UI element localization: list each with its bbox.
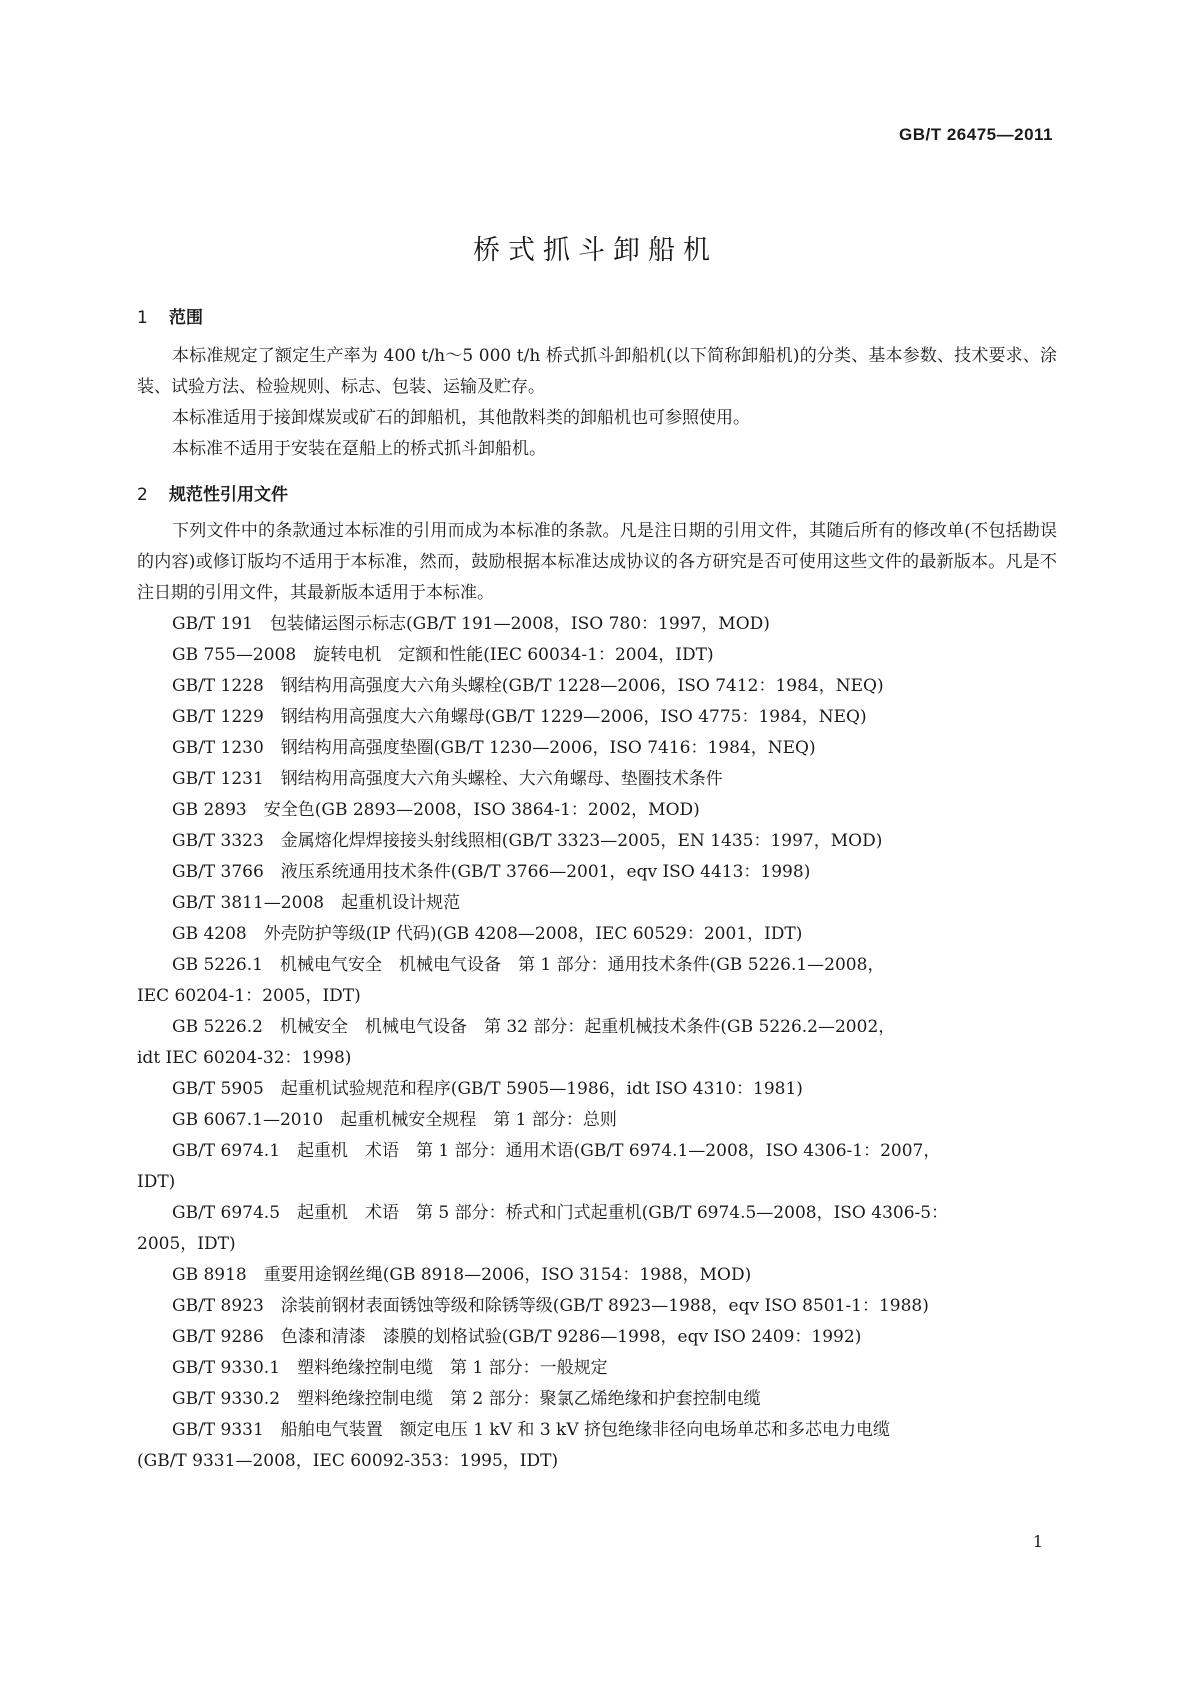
section-title: 规范性引用文件 <box>169 485 288 505</box>
reference-text: GB 5226.1 机械电气安全 机械电气设备 第 1 部分：通用技术条件(GB 5226.1—2008， <box>172 955 885 975</box>
reference-item <box>137 888 1057 919</box>
reference-text: GB 5226.2 机械安全 机械电气设备 第 32 部分：起重机械技术条件(GB 5226.2—2002， <box>172 1017 896 1037</box>
reference-text: GB/T 1231 钢结构用高强度大六角头螺栓、大六角螺母、垫圈技术条件 <box>172 769 723 789</box>
reference-item <box>137 1136 1057 1198</box>
reference-item <box>137 640 1057 671</box>
reference-continuation: IEC 60204-1：2005，IDT) <box>137 986 361 1006</box>
reference-continuation: (GB/T 9331—2008，IEC 60092-353：1995，IDT) <box>137 1451 559 1471</box>
reference-text: GB 4208 外壳防护等级(IP 代码)(GB 4208—2008，IEC 60529：2001，IDT) <box>172 924 803 944</box>
paragraph: 本标准不适用于安装在趸船上的桥式抓斗卸船机。 <box>172 439 546 459</box>
reference-item <box>137 1291 1057 1322</box>
reference-text: GB 755—2008 旋转电机 定额和性能(IEC 60034-1：2004，IDT) <box>172 645 714 665</box>
reference-text: GB/T 3766 液压系统通用技术条件(GB/T 3766—2001，eqv ISO 4413：1998) <box>172 862 811 882</box>
reference-text: GB 6067.1—2010 起重机械安全规程 第 1 部分：总则 <box>172 1110 617 1130</box>
reference-item <box>137 950 1057 1012</box>
reference-text: GB/T 3323 金属熔化焊焊接接头射线照相(GB/T 3323—2005，EN 1435：1997，MOD) <box>172 831 883 851</box>
paragraph: 本标准规定了额定生产率为 400 t/h～5 000 t/h 桥式抓斗卸船机(以下简称卸船机)的分类、基本参数、技术要求、涂装、试验方法、检验规则、标志、包装、运输及贮存。 <box>137 346 1057 397</box>
reference-item <box>137 1322 1057 1353</box>
section-number: 1 <box>137 308 148 328</box>
reference-item <box>137 1384 1057 1415</box>
reference-item <box>137 1198 1057 1260</box>
section-title: 范围 <box>169 308 203 328</box>
reference-text: GB/T 9330.2 塑料绝缘控制电缆 第 2 部分：聚氯乙烯绝缘和护套控制电缆 <box>172 1389 761 1409</box>
reference-text: GB/T 9330.1 塑料绝缘控制电缆 第 1 部分：一般规定 <box>172 1358 608 1378</box>
reference-text: GB/T 5905 起重机试验规范和程序(GB/T 5905—1986，idt ISO 4310：1981) <box>172 1079 803 1099</box>
reference-text: GB/T 8923 涂装前钢材表面锈蚀等级和除锈等级(GB/T 8923—1988，eqv ISO 8501-1：1988) <box>172 1296 929 1316</box>
reference-item <box>137 1260 1057 1291</box>
intro-paragraph: 下列文件中的条款通过本标准的引用而成为本标准的条款。凡是注日期的引用文件，其随后所有的修改单(不包括勘误的内容)或修订版均不适用于本标准，然而，鼓励根据本标准达成协议的各方研究是否可使用这些文件的最新版本。凡是不注日期的引用文件，其最新版本适用于本标准。 <box>137 521 1057 603</box>
reference-item <box>137 857 1057 888</box>
section-1-heading <box>137 303 203 328</box>
reference-continuation: 2005，IDT) <box>137 1234 236 1254</box>
reference-text: GB/T 191 包装储运图示标志(GB/T 191—2008，ISO 780：1997，MOD) <box>172 614 770 634</box>
reference-item <box>137 1074 1057 1105</box>
document-title: 桥式抓斗卸船机 <box>473 235 718 266</box>
reference-text: GB/T 6974.1 起重机 术语 第 1 部分：通用术语(GB/T 6974.1—2008，ISO 4306-1：2007， <box>172 1141 941 1161</box>
section-number: 2 <box>137 485 148 505</box>
reference-item <box>137 671 1057 702</box>
reference-item <box>137 1353 1057 1384</box>
reference-item <box>137 609 1057 640</box>
standard-code: GB/T 26475—2011 <box>899 125 1053 144</box>
reference-item <box>137 1415 1057 1477</box>
section-1-body <box>137 341 1057 465</box>
reference-item <box>137 764 1057 795</box>
reference-item <box>137 826 1057 857</box>
reference-item <box>137 1012 1057 1074</box>
reference-text: GB 8918 重要用途钢丝绳(GB 8918—2006，ISO 3154：1988，MOD) <box>172 1265 752 1285</box>
reference-text: GB/T 9331 船舶电气装置 额定电压 1 kV 和 3 kV 挤包绝缘非径向电场单芯和多芯电力电缆 <box>172 1420 891 1440</box>
reference-text: GB/T 3811—2008 起重机设计规范 <box>172 893 461 913</box>
section-2-body <box>137 516 1057 1477</box>
reference-item <box>137 795 1057 826</box>
reference-text: GB/T 1230 钢结构用高强度垫圈(GB/T 1230—2006，ISO 7416：1984，NEQ) <box>172 738 816 758</box>
reference-text: GB/T 1229 钢结构用高强度大六角螺母(GB/T 1229—2006，ISO 4775：1984，NEQ) <box>172 707 867 727</box>
reference-text: GB/T 1228 钢结构用高强度大六角头螺栓(GB/T 1228—2006，ISO 7412：1984，NEQ) <box>172 676 884 696</box>
reference-text: GB 2893 安全色(GB 2893—2008，ISO 3864-1：2002，MOD) <box>172 800 700 820</box>
reference-text: GB/T 6974.5 起重机 术语 第 5 部分：桥式和门式起重机(GB/T 6974.5—2008，ISO 4306-5： <box>172 1203 949 1223</box>
page-number: 1 <box>1032 1532 1043 1551</box>
section-2-heading <box>137 480 288 505</box>
reference-item <box>137 1105 1057 1136</box>
reference-continuation: IDT) <box>137 1172 176 1192</box>
reference-text: GB/T 9286 色漆和清漆 漆膜的划格试验(GB/T 9286—1998，eqv ISO 2409：1992) <box>172 1327 862 1347</box>
reference-item <box>137 702 1057 733</box>
reference-item <box>137 733 1057 764</box>
reference-continuation: idt IEC 60204-32：1998) <box>137 1048 352 1068</box>
paragraph: 本标准适用于接卸煤炭或矿石的卸船机，其他散料类的卸船机也可参照使用。 <box>172 408 750 428</box>
reference-item <box>137 919 1057 950</box>
